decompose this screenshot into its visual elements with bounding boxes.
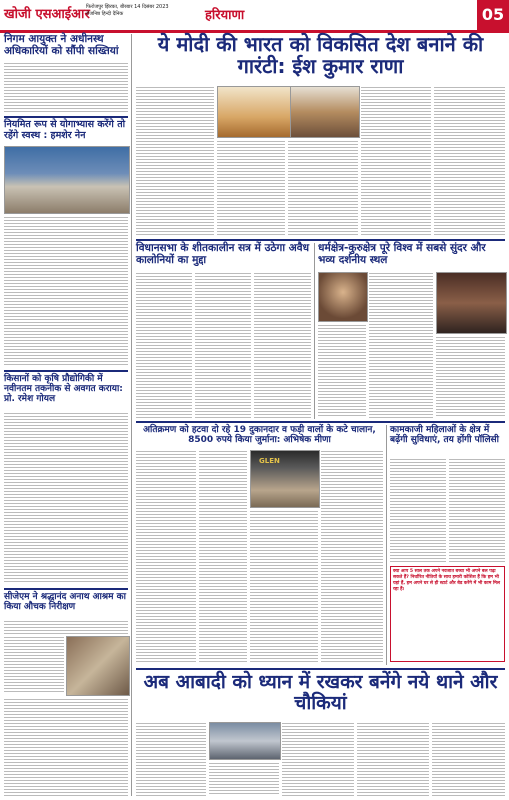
kamkaji-headline: कामकाजी महिलाओं के क्षेत्र में बढ़ेंगी सुविधाएं, तय होंगी पॉलिसी	[390, 425, 499, 446]
kisan-body-text	[4, 412, 128, 584]
divider	[136, 239, 505, 241]
abadi-body-col2	[209, 762, 279, 796]
shop-sign-text: GLEN	[259, 457, 280, 465]
modi-body-col5	[434, 86, 505, 236]
vidhan-headline: विधानसभा के शीतकालीन सत्र में उठेगा अवैध कालोनियों का मुद्दा	[136, 242, 310, 266]
niyamit-headline: नियमित रूप से योगाभ्यास करेंगे तो रहेंगे स्वस्थ : हमशेर नेन	[4, 119, 126, 141]
abadi-body-col4	[357, 722, 429, 796]
dharm-photo-group	[436, 272, 507, 334]
vidhan-body-col2	[195, 272, 251, 418]
modi-photo-stage	[217, 86, 291, 138]
masthead	[0, 0, 509, 33]
cjem-headline: सीजेएम ने श्रद्धानंद अनाथ आश्रम का किया औचक निरीक्षण	[4, 592, 126, 613]
ati-body-col2	[199, 450, 247, 664]
abadi-body-col5	[432, 722, 505, 796]
modi-photo-speaker	[290, 86, 360, 138]
atikraman-headline: अतिक्रमण को हटवा दो रहे 19 दुकानदार व फड़ी वालों के कटे चालान, 8500 रुपये किया जुर्माना: अभिषेक मीणा	[143, 425, 376, 446]
ati-photo-shop	[250, 450, 320, 508]
column-divider	[131, 34, 132, 796]
abadi-photo	[209, 722, 281, 760]
vidhan-body-col1	[136, 272, 192, 418]
yoga-photo	[4, 146, 130, 214]
ati-body-col4	[321, 450, 383, 664]
dharm-headline: धर्मक्षेत्र-कुरुक्षेत्र पूरे विश्व में सबसे सुंदर और भव्य दर्शनीय स्थल	[318, 242, 486, 266]
modi-body-col1	[136, 86, 214, 236]
divider	[136, 421, 505, 423]
cjem-side-text	[4, 636, 64, 694]
nigam-body-text	[4, 62, 128, 114]
masthead-date: फिरोजपुर झिरका, बीरबार 14 दिसंबर 2023	[86, 4, 169, 10]
page-number: 05	[477, 0, 509, 30]
nigam-headline: निगम आयुक्त ने अधीनस्थ अधिकारियों को सौंपी सख्तियां	[4, 33, 119, 57]
kisan-headline: किसानों को कृषि प्रौद्योगिकी में नवीनतम तकनीक से अवगत कराया: प्रो. रमेश गोयल	[4, 374, 123, 405]
divider	[136, 668, 505, 670]
vidhan-body-col3	[254, 272, 311, 418]
kamkaji-body-col1	[390, 458, 446, 562]
column-divider	[386, 425, 387, 665]
cjem-body-text	[4, 698, 128, 796]
masthead-tagline: रोजनिष्ठ हिन्दी दैनिक	[86, 11, 124, 17]
newspaper-logo: खोजी एसआईआर	[4, 7, 90, 22]
modi-headline: ये मोदी की भारत को विकसित देश बनाने की गारंटी: ईश कुमार राणा	[157, 32, 484, 79]
abadi-body-col1	[136, 722, 206, 796]
modi-body-col3	[288, 140, 358, 236]
abadi-body-col3	[282, 722, 354, 796]
dharm-portrait	[318, 272, 368, 322]
cjem-intro-text	[4, 620, 128, 634]
section-title: हरियाणा	[205, 8, 245, 23]
niyamit-body-text	[4, 216, 128, 366]
modi-body-col4	[361, 86, 431, 236]
dharm-body-col3	[436, 336, 505, 418]
divider	[4, 370, 128, 372]
kamkaji-callout-box: क्या आप 5 साल तक अपने नवजात बच्चा भी अपने बल पढ़ा सकते हैं? निर्धारित नीतियों के साथ हमारी कोशिश हैं कि हम भी यहां हैं, हम अपने घर से ही स्टार्ट और बेड करेंगे में भी काम मिल रहा हैं।	[390, 566, 505, 662]
modi-body-col2	[217, 140, 285, 236]
cjem-photo	[66, 636, 130, 696]
divider	[4, 116, 128, 118]
ati-body-col3	[250, 510, 318, 664]
dharm-body-col2	[369, 272, 433, 418]
abadi-headline: अब आबादी को ध्यान में रखकर बनेंगे नये थाने और चौकियां	[143, 671, 498, 715]
kamkaji-body-col2	[449, 458, 505, 562]
ati-body-col1	[136, 450, 196, 664]
dharm-body-col1	[318, 324, 366, 418]
masthead-info	[86, 4, 169, 18]
divider	[4, 588, 128, 590]
column-divider	[314, 243, 315, 419]
